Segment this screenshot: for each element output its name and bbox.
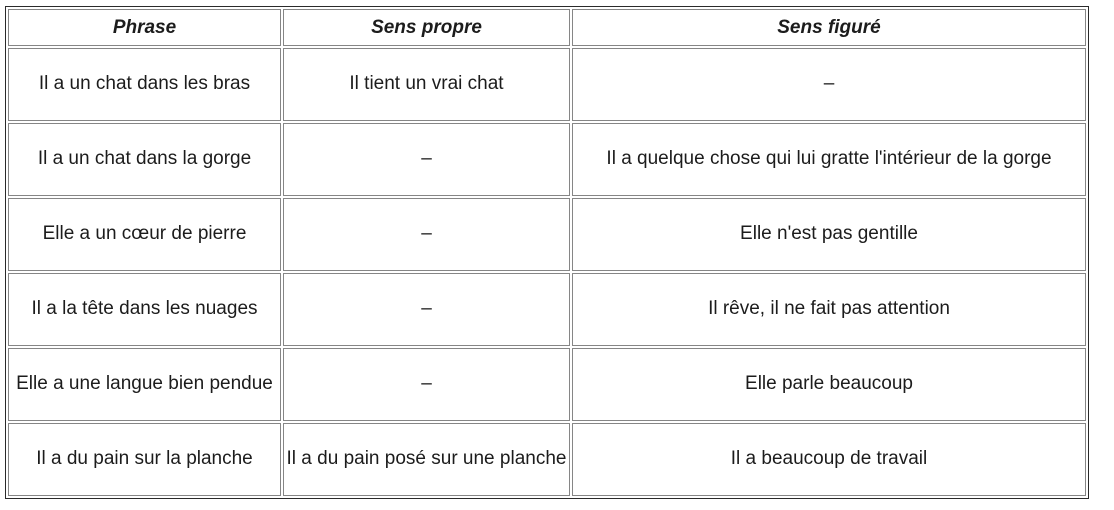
phrase-cell: Il a un chat dans la gorge bbox=[8, 123, 281, 196]
phrase-cell: Il a la tête dans les nuages bbox=[8, 273, 281, 346]
table-row bbox=[8, 423, 1086, 496]
sens-figure-cell: Il a quelque chose qui lui gratte l'intérieur de la gorge bbox=[572, 123, 1086, 196]
table-row bbox=[8, 273, 1086, 346]
table-row bbox=[8, 198, 1086, 271]
sens-propre-cell: – bbox=[283, 198, 570, 271]
phrase-cell: Elle a un cœur de pierre bbox=[8, 198, 281, 271]
table-row bbox=[8, 123, 1086, 196]
sens-propre-cell: Il a du pain posé sur une planche bbox=[283, 423, 570, 496]
table-header-row bbox=[8, 9, 1086, 46]
table-row bbox=[8, 48, 1086, 121]
sens-propre-figure-table bbox=[5, 6, 1089, 499]
column-header-sens-propre: Sens propre bbox=[283, 9, 570, 46]
table-row bbox=[8, 348, 1086, 421]
phrase-cell: Il a du pain sur la planche bbox=[8, 423, 281, 496]
sens-propre-cell: – bbox=[283, 348, 570, 421]
phrase-cell: Elle a une langue bien pendue bbox=[8, 348, 281, 421]
sens-figure-cell: Elle parle beaucoup bbox=[572, 348, 1086, 421]
column-header-phrase: Phrase bbox=[8, 9, 281, 46]
phrase-cell: Il a un chat dans les bras bbox=[8, 48, 281, 121]
sens-propre-cell: Il tient un vrai chat bbox=[283, 48, 570, 121]
sens-figure-cell: Il a beaucoup de travail bbox=[572, 423, 1086, 496]
column-header-sens-figure: Sens figuré bbox=[572, 9, 1086, 46]
sens-propre-cell: – bbox=[283, 273, 570, 346]
sens-propre-cell: – bbox=[283, 123, 570, 196]
sens-figure-cell: Elle n'est pas gentille bbox=[572, 198, 1086, 271]
sens-figure-cell: Il rêve, il ne fait pas attention bbox=[572, 273, 1086, 346]
sens-figure-cell: – bbox=[572, 48, 1086, 121]
